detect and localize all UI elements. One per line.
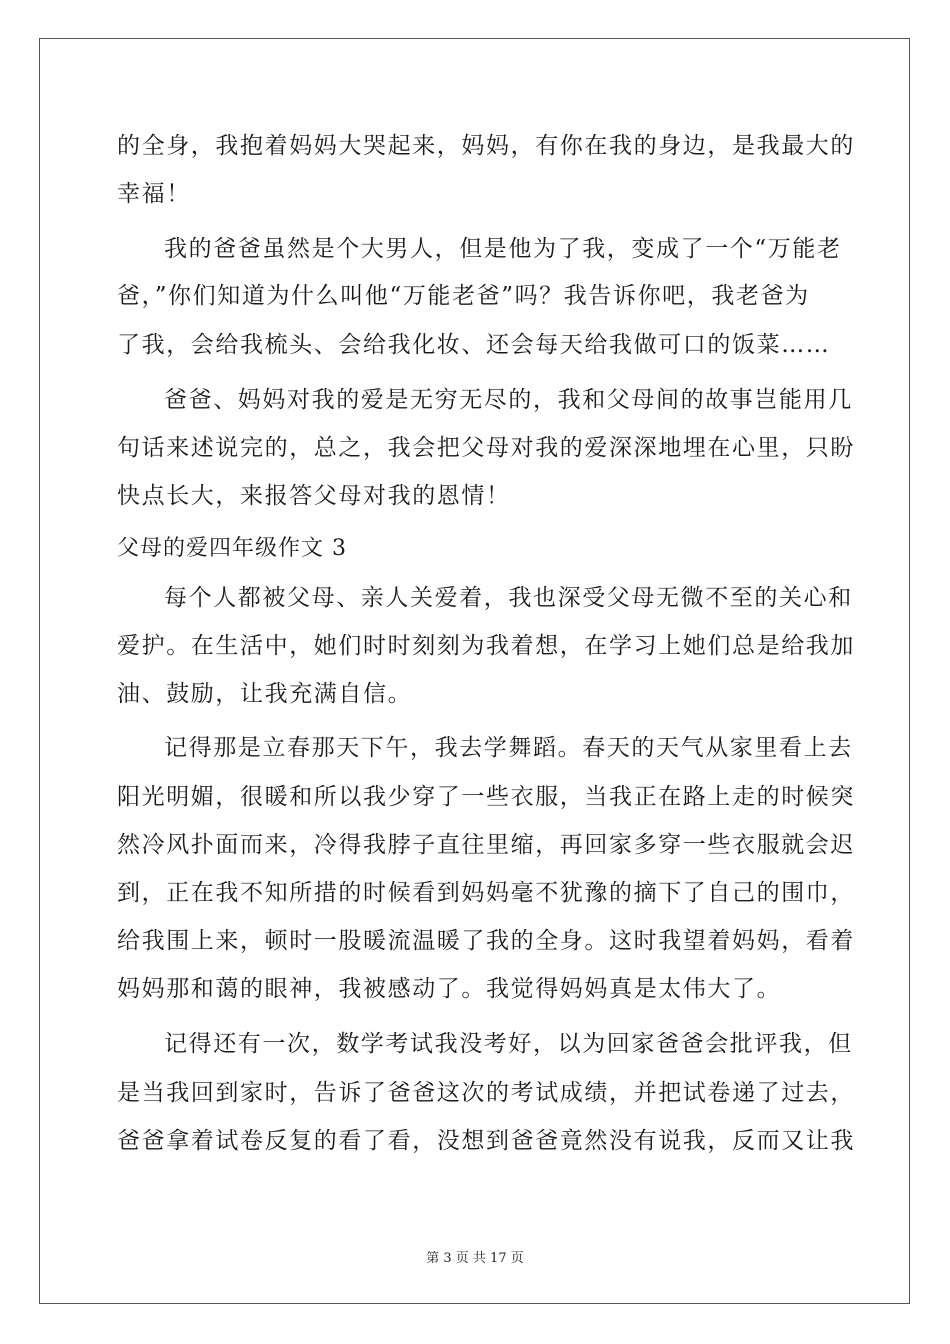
paragraph-line: 是当我回到家时，告诉了爸爸这次的考试成绩，并把试卷递了过去， bbox=[117, 1080, 855, 1106]
paragraph-line: 阳光明媚，很暖和所以我少穿了一些衣服，当我正在路上走的时候突 bbox=[117, 784, 855, 810]
paragraph-line: 然冷风扑面而来，冷得我脖子直往里缩，再回家多穿一些衣服就会迟 bbox=[117, 832, 855, 858]
paragraph-line: 记得还有一次，数学考试我没考好，以为回家爸爸会批评我，但 bbox=[164, 1031, 853, 1057]
paragraph-line: 快点长大，来报答父母对我的恩情！ bbox=[117, 483, 511, 509]
paragraph-line: 了我，会给我梳头、会给我化妆、还会每天给我做可口的饭菜…… bbox=[117, 332, 831, 358]
page-number-footer: 第 3 页 共 17 页 bbox=[426, 1251, 524, 1266]
paragraph-line: 记得那是立春那天下午，我去学舞蹈。春天的天气从家里看上去 bbox=[164, 735, 853, 761]
paragraph-line: 到，正在我不知所措的时候看到妈妈毫不犹豫的摘下了自己的围巾， bbox=[117, 880, 855, 906]
paragraph-line: 的全身，我抱着妈妈大哭起来，妈妈，有你在我的身边，是我最大的 bbox=[117, 133, 855, 159]
paragraph-line: 给我围上来，顿时一股暖流温暖了我的全身。这时我望着妈妈，看着 bbox=[117, 928, 855, 954]
paragraph-line: 爸爸拿着试卷反复的看了看，没想到爸爸竟然没有说我，反而又让我 bbox=[117, 1128, 855, 1154]
paragraph-line: 每个人都被父母、亲人关爱着，我也深受父母无微不至的关心和 bbox=[164, 585, 853, 611]
paragraph-line: 妈妈那和蔼的眼神，我被感动了。我觉得妈妈真是太伟大了。 bbox=[117, 976, 782, 1002]
paragraph-line: 油、鼓励，让我充满自信。 bbox=[117, 681, 413, 707]
paragraph-line: 句话来述说完的，总之，我会把父母对我的爱深深地埋在心里，只盼 bbox=[117, 435, 855, 461]
paragraph-line: 爱护。在生活中，她们时时刻刻为我着想，在学习上她们总是给我加 bbox=[117, 633, 855, 659]
paragraph-line: 爸爸、妈妈对我的爱是无穷无尽的，我和父母间的故事岂能用几 bbox=[164, 387, 853, 413]
paragraph-line: 我的爸爸虽然是个大男人，但是他为了我，变成了一个“万能老 bbox=[164, 236, 842, 262]
paragraph-line: 幸福！ bbox=[117, 181, 191, 207]
section-heading: 父母的爱四年级作文 3 bbox=[117, 536, 347, 561]
paragraph-line: 爸，”你们知道为什么叫他“万能老爸”吗？我告诉你吧，我老爸为 bbox=[117, 283, 810, 309]
